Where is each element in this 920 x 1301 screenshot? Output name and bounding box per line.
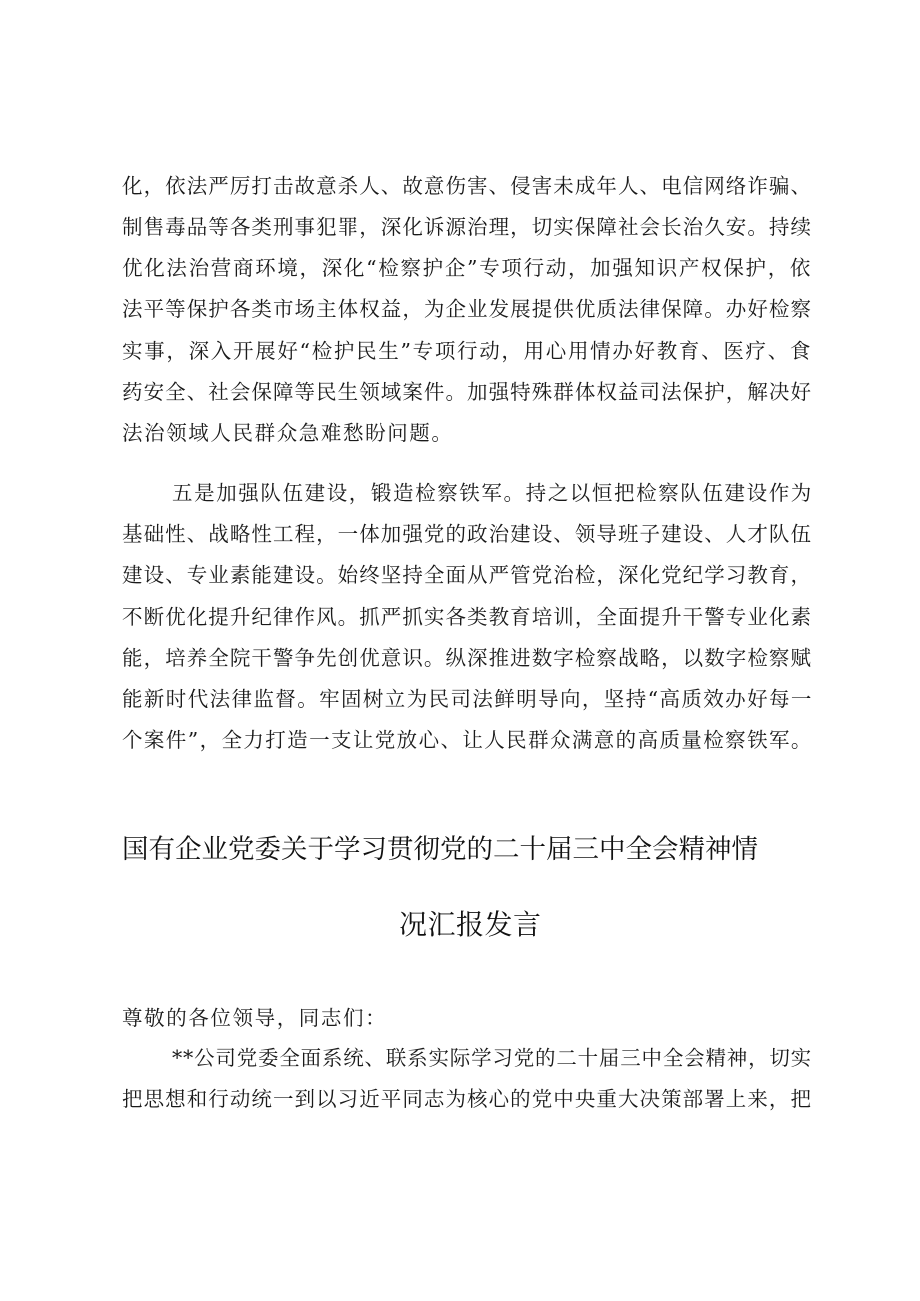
paragraph-1-line-1: 化，依法严厉打击故意杀人、故意伤害、侵害未成年人、电信网络诈骗、 [122,174,812,198]
paragraph-1-line-2: 制售毒品等各类刑事犯罪，深化诉源治理，切实保障社会长治久安。持续 [122,215,812,239]
paragraph-2-line-3: 建设、专业素能建设。始终坚持全面从严管党治检，深化党纪学习教育， [122,563,812,587]
paragraph-2-line-2: 基础性、战略性工程，一体加强党的政治建设、领导班子建设、人才队伍 [122,522,812,546]
document-title-line-1: 国有企业党委关于学习贯彻党的二十届三中全会精神情 [122,834,758,865]
paragraph-1-line-5: 实事，深入开展好“检护民生”专项行动，用心用情办好教育、医疗、食 [122,339,812,363]
paragraph-2-line-4: 不断优化提升纪律作风。抓严抓实各类教育培训，全面提升干警专业化素 [122,605,812,629]
paragraph-3-line-1: **公司党委全面系统、联系实际学习党的二十届三中全会精神，切实 [172,1046,812,1070]
paragraph-1-line-3: 优化法治营商环境，深化“检察护企”专项行动，加强知识产权保护，依 [122,256,812,280]
paragraph-2-line-6: 能新时代法律监督。牢固树立为民司法鲜明导向，坚持“高质效办好每一 [122,687,813,711]
paragraph-2-line-7: 个案件”，全力打造一支让党放心、让人民群众满意的高质量检察铁军。 [122,728,813,752]
document-title-line-2: 况汇报发言 [399,908,542,941]
paragraph-3-line-2: 把思想和行动统一到以习近平同志为核心的党中央重大决策部署上来，把 [122,1087,812,1111]
paragraph-1-line-7: 法治领域人民群众急难愁盼问题。 [122,421,454,445]
paragraph-2-line-1: 五是加强队伍建设，锻造检察铁军。持之以恒把检察队伍建设作为 [172,481,813,505]
salutation: 尊敬的各位领导，同志们： [122,1006,388,1030]
paragraph-1-line-4: 法平等保护各类市场主体权益，为企业发展提供优质法律保障。办好检察 [122,297,812,321]
paragraph-2-line-5: 能，培养全院干警争先创优意识。纵深推进数字检察战略，以数字检察赋 [122,646,812,670]
paragraph-1-line-6: 药安全、社会保障等民生领域案件。加强特殊群体权益司法保护，解决好 [122,380,812,404]
